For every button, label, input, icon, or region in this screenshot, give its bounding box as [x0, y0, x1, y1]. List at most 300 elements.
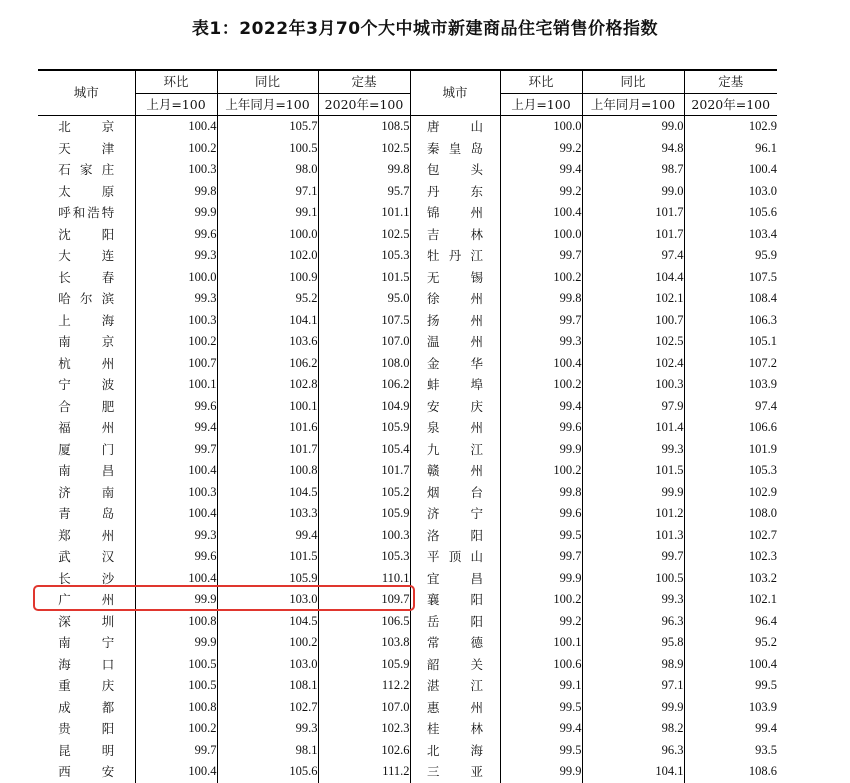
city-name: 丹东 [427, 183, 483, 199]
cell-base-right: 105.6 [684, 202, 777, 224]
cell-mom-right: 99.9 [500, 761, 582, 783]
city-name: 金华 [427, 355, 483, 371]
cell-yoy-left: 100.2 [217, 632, 318, 654]
header-mom-right: 环比 [500, 70, 582, 93]
cell-yoy-right: 98.2 [582, 718, 684, 740]
cell-city-left [38, 632, 135, 654]
cell-base-left: 101.5 [318, 267, 410, 289]
city-name: 秦皇岛 [427, 140, 483, 156]
cell-yoy-left: 97.1 [217, 181, 318, 203]
cell-yoy-right: 97.1 [582, 675, 684, 697]
cell-city-left [38, 245, 135, 267]
cell-yoy-right: 101.7 [582, 224, 684, 246]
cell-mom-left: 100.4 [135, 761, 217, 783]
cell-mom-left: 100.3 [135, 159, 217, 181]
cell-mom-right: 99.2 [500, 138, 582, 160]
city-name: 西安 [58, 764, 115, 779]
cell-city-left [38, 546, 135, 568]
cell-mom-left: 99.9 [135, 202, 217, 224]
cell-city-left [38, 353, 135, 375]
cell-mom-left: 100.3 [135, 310, 217, 332]
city-name: 海口 [58, 656, 115, 672]
header-yoy-sub-right: 上年同月=100 [582, 93, 684, 116]
table-row [38, 159, 777, 181]
cell-city-right [410, 331, 500, 353]
cell-city-right [410, 611, 500, 633]
table-row [38, 267, 777, 289]
cell-yoy-left: 102.0 [217, 245, 318, 267]
cell-mom-right: 99.9 [500, 568, 582, 590]
cell-city-right [410, 245, 500, 267]
cell-mom-left: 99.4 [135, 417, 217, 439]
cell-base-left: 105.3 [318, 245, 410, 267]
city-name: 杭州 [58, 355, 115, 371]
city-name: 九江 [427, 441, 483, 457]
cell-base-left: 107.5 [318, 310, 410, 332]
cell-yoy-right: 97.4 [582, 245, 684, 267]
cell-base-right: 102.9 [684, 482, 777, 504]
cell-yoy-left: 99.1 [217, 202, 318, 224]
cell-mom-left: 100.0 [135, 267, 217, 289]
cell-base-left: 106.5 [318, 611, 410, 633]
cell-city-left [38, 138, 135, 160]
cell-yoy-left: 100.1 [217, 396, 318, 418]
cell-base-right: 99.4 [684, 718, 777, 740]
cell-mom-right: 100.2 [500, 589, 582, 611]
cell-city-right [410, 654, 500, 676]
city-name: 唐山 [427, 119, 483, 134]
table-row [38, 396, 777, 418]
cell-yoy-right: 101.5 [582, 460, 684, 482]
table-row [38, 116, 777, 138]
cell-base-right: 106.3 [684, 310, 777, 332]
header-base-left: 定基 [318, 70, 410, 93]
cell-city-left [38, 374, 135, 396]
cell-mom-left: 100.4 [135, 568, 217, 590]
header-mom-sub-left: 上月=100 [135, 93, 217, 116]
cell-mom-left: 99.3 [135, 288, 217, 310]
cell-mom-left: 99.6 [135, 546, 217, 568]
cell-city-right [410, 439, 500, 461]
cell-mom-left: 100.2 [135, 138, 217, 160]
cell-base-right: 97.4 [684, 396, 777, 418]
cell-yoy-right: 99.0 [582, 116, 684, 138]
cell-mom-left: 99.3 [135, 245, 217, 267]
cell-base-right: 108.4 [684, 288, 777, 310]
cell-mom-left: 100.4 [135, 460, 217, 482]
city-name: 泉州 [427, 420, 483, 435]
cell-mom-left: 99.7 [135, 740, 217, 762]
city-name: 天津 [58, 140, 115, 156]
price-index-table [38, 69, 777, 783]
cell-base-left: 105.3 [318, 546, 410, 568]
cell-city-left [38, 224, 135, 246]
header-yoy-sub-left: 上年同月=100 [217, 93, 318, 116]
city-name: 济宁 [427, 506, 483, 521]
table-row [38, 353, 777, 375]
header-base-sub-right: 2020年=100 [684, 93, 777, 116]
cell-base-right: 107.2 [684, 353, 777, 375]
city-name: 蚌埠 [427, 377, 483, 392]
cell-mom-right: 99.7 [500, 310, 582, 332]
city-name: 北京 [58, 119, 115, 134]
cell-base-left: 105.4 [318, 439, 410, 461]
city-name: 南宁 [58, 635, 115, 650]
cell-city-right [410, 267, 500, 289]
cell-mom-left: 99.7 [135, 439, 217, 461]
city-name: 无锡 [427, 269, 483, 285]
cell-yoy-left: 99.3 [217, 718, 318, 740]
table-row [38, 525, 777, 547]
header-city-right: 城市 [410, 70, 500, 116]
cell-mom-right: 99.8 [500, 482, 582, 504]
table-row [38, 224, 777, 246]
cell-base-right: 93.5 [684, 740, 777, 762]
cell-city-right [410, 525, 500, 547]
cell-yoy-left: 98.0 [217, 159, 318, 181]
cell-yoy-left: 100.5 [217, 138, 318, 160]
city-name: 哈尔滨 [58, 291, 115, 306]
city-name: 宁波 [58, 377, 115, 392]
cell-base-right: 102.9 [684, 116, 777, 138]
cell-base-left: 109.7 [318, 589, 410, 611]
cell-base-right: 101.9 [684, 439, 777, 461]
cell-yoy-right: 99.7 [582, 546, 684, 568]
cell-yoy-left: 103.0 [217, 654, 318, 676]
table-row [38, 697, 777, 719]
cell-base-right: 107.5 [684, 267, 777, 289]
city-name: 常德 [427, 635, 483, 650]
city-name: 重庆 [58, 678, 115, 693]
cell-mom-right: 99.1 [500, 675, 582, 697]
cell-yoy-right: 101.7 [582, 202, 684, 224]
cell-city-left [38, 740, 135, 762]
cell-mom-left: 100.7 [135, 353, 217, 375]
cell-mom-right: 99.5 [500, 697, 582, 719]
city-name: 上海 [58, 312, 115, 328]
cell-city-right [410, 718, 500, 740]
table-row [38, 310, 777, 332]
cell-yoy-right: 104.1 [582, 761, 684, 783]
cell-base-right: 103.4 [684, 224, 777, 246]
cell-base-right: 103.9 [684, 697, 777, 719]
cell-city-left [38, 202, 135, 224]
cell-base-right: 100.4 [684, 159, 777, 181]
city-name: 沈阳 [58, 226, 115, 242]
city-name: 岳阳 [427, 613, 483, 629]
cell-base-right: 106.6 [684, 417, 777, 439]
city-name: 贵阳 [58, 721, 115, 736]
cell-mom-right: 99.2 [500, 181, 582, 203]
cell-yoy-left: 104.5 [217, 611, 318, 633]
cell-yoy-left: 103.3 [217, 503, 318, 525]
table-row [38, 331, 777, 353]
table-row [38, 245, 777, 267]
cell-city-right [410, 288, 500, 310]
cell-yoy-right: 104.4 [582, 267, 684, 289]
table-row [38, 740, 777, 762]
cell-city-right [410, 310, 500, 332]
table-row [38, 439, 777, 461]
city-name: 北海 [427, 742, 483, 758]
cell-base-right: 103.0 [684, 181, 777, 203]
cell-mom-left: 100.4 [135, 116, 217, 138]
cell-base-right: 99.5 [684, 675, 777, 697]
city-name: 南京 [58, 334, 115, 349]
cell-base-left: 112.2 [318, 675, 410, 697]
cell-base-left: 102.3 [318, 718, 410, 740]
cell-mom-left: 100.5 [135, 675, 217, 697]
cell-base-left: 99.8 [318, 159, 410, 181]
cell-city-right [410, 181, 500, 203]
city-name: 济南 [58, 484, 115, 500]
cell-mom-right: 99.2 [500, 611, 582, 633]
cell-city-left [38, 396, 135, 418]
cell-yoy-left: 101.7 [217, 439, 318, 461]
cell-yoy-left: 102.8 [217, 374, 318, 396]
cell-base-right: 108.6 [684, 761, 777, 783]
cell-base-left: 105.9 [318, 654, 410, 676]
cell-mom-right: 99.8 [500, 288, 582, 310]
cell-yoy-left: 95.2 [217, 288, 318, 310]
cell-mom-left: 99.9 [135, 589, 217, 611]
cell-base-right: 102.3 [684, 546, 777, 568]
city-name: 厦门 [58, 441, 115, 457]
table-row [38, 482, 777, 504]
city-name: 牡丹江 [427, 248, 483, 263]
cell-yoy-right: 99.9 [582, 697, 684, 719]
cell-yoy-left: 100.9 [217, 267, 318, 289]
cell-mom-left: 99.6 [135, 396, 217, 418]
cell-mom-left: 100.1 [135, 374, 217, 396]
city-name: 武汉 [58, 549, 115, 564]
cell-mom-left: 100.4 [135, 503, 217, 525]
table-row [38, 675, 777, 697]
cell-mom-right: 100.4 [500, 202, 582, 224]
cell-mom-right: 100.0 [500, 224, 582, 246]
cell-city-right [410, 761, 500, 783]
city-name: 南昌 [58, 463, 115, 478]
header-city-left: 城市 [38, 70, 135, 116]
cell-yoy-right: 99.3 [582, 439, 684, 461]
cell-city-right [410, 138, 500, 160]
table-row [38, 181, 777, 203]
cell-base-right: 105.3 [684, 460, 777, 482]
cell-mom-right: 99.5 [500, 525, 582, 547]
city-name: 太原 [58, 183, 115, 199]
city-name: 湛江 [427, 678, 483, 693]
cell-yoy-left: 102.7 [217, 697, 318, 719]
page-title: 表1：2022年3月70个大中城市新建商品住宅销售价格指数 [191, 19, 659, 39]
cell-city-left [38, 460, 135, 482]
city-name: 成都 [58, 699, 115, 715]
cell-yoy-right: 102.1 [582, 288, 684, 310]
cell-mom-right: 99.7 [500, 546, 582, 568]
city-name: 合肥 [58, 398, 115, 414]
cell-yoy-right: 99.3 [582, 589, 684, 611]
city-name: 包头 [427, 162, 483, 177]
cell-base-left: 100.3 [318, 525, 410, 547]
cell-base-right: 105.1 [684, 331, 777, 353]
cell-mom-left: 99.9 [135, 632, 217, 654]
cell-mom-left: 100.5 [135, 654, 217, 676]
cell-mom-right: 100.6 [500, 654, 582, 676]
city-name: 襄阳 [427, 592, 483, 607]
city-name: 烟台 [427, 484, 483, 500]
cell-city-right [410, 202, 500, 224]
cell-base-right: 103.9 [684, 374, 777, 396]
city-name: 石家庄 [58, 162, 115, 177]
city-name: 昆明 [58, 742, 115, 758]
cell-base-left: 103.8 [318, 632, 410, 654]
city-name: 安庆 [427, 398, 483, 414]
table-row [38, 460, 777, 482]
table-row [38, 632, 777, 654]
table-row [38, 288, 777, 310]
cell-base-left: 107.0 [318, 697, 410, 719]
cell-yoy-left: 105.9 [217, 568, 318, 590]
cell-yoy-left: 103.0 [217, 589, 318, 611]
city-name: 大连 [58, 248, 115, 263]
cell-base-left: 110.1 [318, 568, 410, 590]
cell-city-right [410, 417, 500, 439]
city-name: 锦州 [427, 205, 483, 220]
city-name: 桂林 [427, 721, 483, 736]
cell-yoy-right: 101.4 [582, 417, 684, 439]
city-name: 三亚 [427, 764, 483, 779]
city-name: 青岛 [58, 506, 115, 521]
city-name: 洛阳 [427, 527, 483, 543]
cell-yoy-right: 96.3 [582, 611, 684, 633]
city-name: 长沙 [58, 570, 115, 586]
cell-yoy-left: 100.8 [217, 460, 318, 482]
header-yoy-right: 同比 [582, 70, 684, 93]
cell-base-left: 105.2 [318, 482, 410, 504]
city-name: 深圳 [58, 613, 115, 629]
city-name: 福州 [58, 420, 115, 435]
cell-base-left: 95.7 [318, 181, 410, 203]
cell-base-right: 95.2 [684, 632, 777, 654]
cell-base-left: 107.0 [318, 331, 410, 353]
cell-yoy-right: 101.2 [582, 503, 684, 525]
cell-yoy-left: 101.5 [217, 546, 318, 568]
cell-base-left: 102.5 [318, 138, 410, 160]
cell-city-left [38, 417, 135, 439]
cell-city-left [38, 331, 135, 353]
cell-mom-left: 100.8 [135, 611, 217, 633]
cell-mom-right: 100.2 [500, 374, 582, 396]
cell-city-right [410, 224, 500, 246]
cell-city-left [38, 439, 135, 461]
cell-base-left: 105.9 [318, 417, 410, 439]
cell-mom-left: 99.6 [135, 224, 217, 246]
cell-mom-left: 100.3 [135, 482, 217, 504]
cell-mom-right: 99.4 [500, 396, 582, 418]
cell-city-right [410, 396, 500, 418]
cell-city-left [38, 288, 135, 310]
cell-city-right [410, 568, 500, 590]
cell-yoy-left: 100.0 [217, 224, 318, 246]
cell-yoy-right: 96.3 [582, 740, 684, 762]
cell-yoy-left: 104.5 [217, 482, 318, 504]
cell-yoy-right: 98.7 [582, 159, 684, 181]
cell-base-right: 108.0 [684, 503, 777, 525]
table-row [38, 374, 777, 396]
cell-yoy-right: 99.0 [582, 181, 684, 203]
cell-yoy-right: 97.9 [582, 396, 684, 418]
city-name: 赣州 [427, 463, 483, 478]
cell-mom-left: 100.2 [135, 718, 217, 740]
cell-city-left [38, 611, 135, 633]
cell-city-left [38, 525, 135, 547]
cell-mom-right: 99.9 [500, 439, 582, 461]
header-base-sub-left: 2020年=100 [318, 93, 410, 116]
cell-yoy-left: 105.7 [217, 116, 318, 138]
cell-city-left [38, 159, 135, 181]
cell-yoy-left: 101.6 [217, 417, 318, 439]
table-body [38, 116, 777, 783]
cell-mom-right: 100.0 [500, 116, 582, 138]
cell-yoy-right: 95.8 [582, 632, 684, 654]
cell-yoy-right: 102.5 [582, 331, 684, 353]
city-name: 广州 [58, 592, 115, 607]
cell-yoy-right: 94.8 [582, 138, 684, 160]
cell-mom-right: 100.2 [500, 267, 582, 289]
cell-base-left: 102.6 [318, 740, 410, 762]
cell-mom-right: 99.6 [500, 417, 582, 439]
cell-yoy-right: 102.4 [582, 353, 684, 375]
cell-base-left: 104.9 [318, 396, 410, 418]
cell-yoy-right: 100.3 [582, 374, 684, 396]
cell-city-right [410, 503, 500, 525]
cell-yoy-right: 101.3 [582, 525, 684, 547]
table-row [38, 611, 777, 633]
cell-city-right [410, 697, 500, 719]
cell-base-left: 111.2 [318, 761, 410, 783]
table-row [38, 654, 777, 676]
cell-city-left [38, 697, 135, 719]
cell-base-left: 108.5 [318, 116, 410, 138]
cell-mom-right: 99.4 [500, 159, 582, 181]
cell-base-left: 105.9 [318, 503, 410, 525]
city-name: 平顶山 [427, 549, 483, 564]
cell-mom-right: 99.4 [500, 718, 582, 740]
cell-yoy-left: 108.1 [217, 675, 318, 697]
table-row [38, 546, 777, 568]
cell-city-left [38, 482, 135, 504]
cell-yoy-left: 98.1 [217, 740, 318, 762]
cell-base-left: 101.7 [318, 460, 410, 482]
cell-yoy-left: 105.6 [217, 761, 318, 783]
table-row [38, 761, 777, 783]
city-name: 温州 [427, 334, 483, 349]
cell-base-right: 95.9 [684, 245, 777, 267]
city-name: 徐州 [427, 291, 483, 306]
cell-city-left [38, 503, 135, 525]
cell-base-left: 108.0 [318, 353, 410, 375]
cell-base-right: 103.2 [684, 568, 777, 590]
header-base-right: 定基 [684, 70, 777, 93]
cell-city-right [410, 116, 500, 138]
table-row [38, 202, 777, 224]
cell-city-right [410, 374, 500, 396]
cell-city-left [38, 181, 135, 203]
cell-city-right [410, 460, 500, 482]
city-name: 长春 [58, 269, 115, 285]
cell-mom-right: 99.3 [500, 331, 582, 353]
cell-mom-right: 100.4 [500, 353, 582, 375]
cell-yoy-left: 99.4 [217, 525, 318, 547]
